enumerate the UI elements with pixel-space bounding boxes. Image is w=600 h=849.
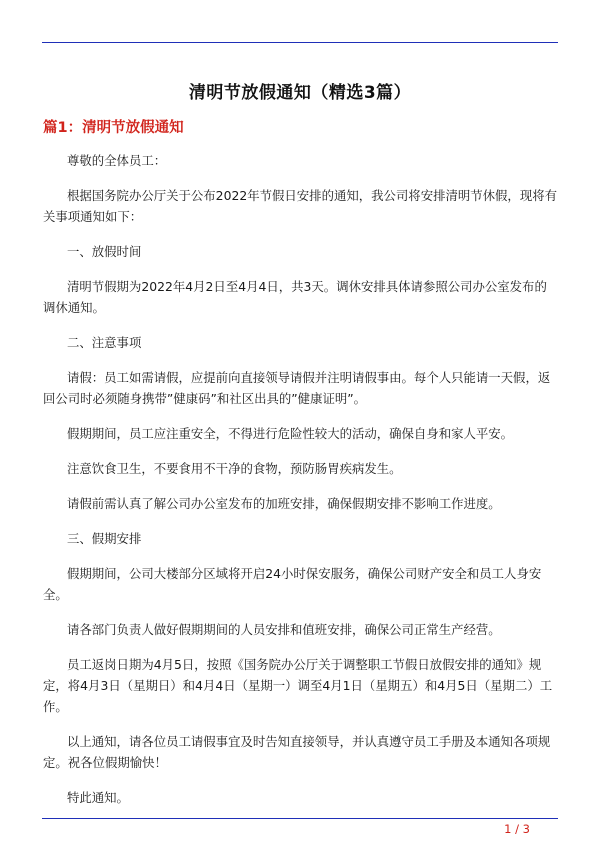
holiday-time-paragraph: 清明节假期为2022年4月2日至4月4日，共3天。调休安排具体请参照公司办公室发布的调休通知。 xyxy=(43,279,547,315)
subheading-holiday-time: 一、放假时间 xyxy=(67,244,142,259)
document-title: 清明节放假通知（精选3篇） xyxy=(188,83,412,103)
closing-paragraph: 以上通知，请各位员工请假事宜及时告知直接领导，并认真遵守员工手册及本通知各项规定。祝各位假期愉快！ xyxy=(43,734,551,770)
leave-request-paragraph: 请假：员工如需请假，应提前向直接领导请假并注明请假事由。每个人只能请一天假，返回公司时必须随身携带”健康码”和社区出具的”健康证明”。 xyxy=(43,370,551,406)
safety-paragraph: 假期期间，员工应注重安全，不得进行危险性较大的活动，确保自身和家人平安。 xyxy=(67,426,514,441)
top-divider xyxy=(42,42,558,43)
page-number: 1 / 3 xyxy=(504,822,530,836)
subheading-notes: 二、注意事项 xyxy=(67,335,142,350)
overtime-paragraph: 请假前需认真了解公司办公室发布的加班安排，确保假期安排不影响工作进度。 xyxy=(67,496,501,511)
subheading-arrangements: 三、假期安排 xyxy=(67,531,142,546)
bottom-divider xyxy=(42,818,558,819)
food-hygiene-paragraph: 注意饮食卫生，不要食用不干净的食物，预防肠胃疾病发生。 xyxy=(67,461,402,476)
document-body xyxy=(43,150,559,822)
salutation: 尊敬的全体员工： xyxy=(67,153,167,168)
return-date-paragraph: 员工返岗日期为4月5日，按照《国务院办公厅关于调整职工节假日放假安排的通知》规定，将4月3日（星期日）和4月4日（星期一）调至4月1日（星期五）和4月5日（星期二）工作。 xyxy=(43,657,553,714)
security-paragraph: 假期期间，公司大楼部分区域将开启24小时保安服务，确保公司财产安全和员工人身安全。 xyxy=(43,566,542,602)
section-heading: 篇1：清明节放假通知 xyxy=(43,120,184,136)
sign-off: 特此通知。 xyxy=(67,790,129,805)
intro-paragraph: 根据国务院办公厅关于公布2022年节假日安排的通知，我公司将安排清明节休假，现将有关事项通知如下： xyxy=(43,188,557,224)
department-paragraph: 请各部门负责人做好假期期间的人员安排和值班安排，确保公司正常生产经营。 xyxy=(67,622,501,637)
